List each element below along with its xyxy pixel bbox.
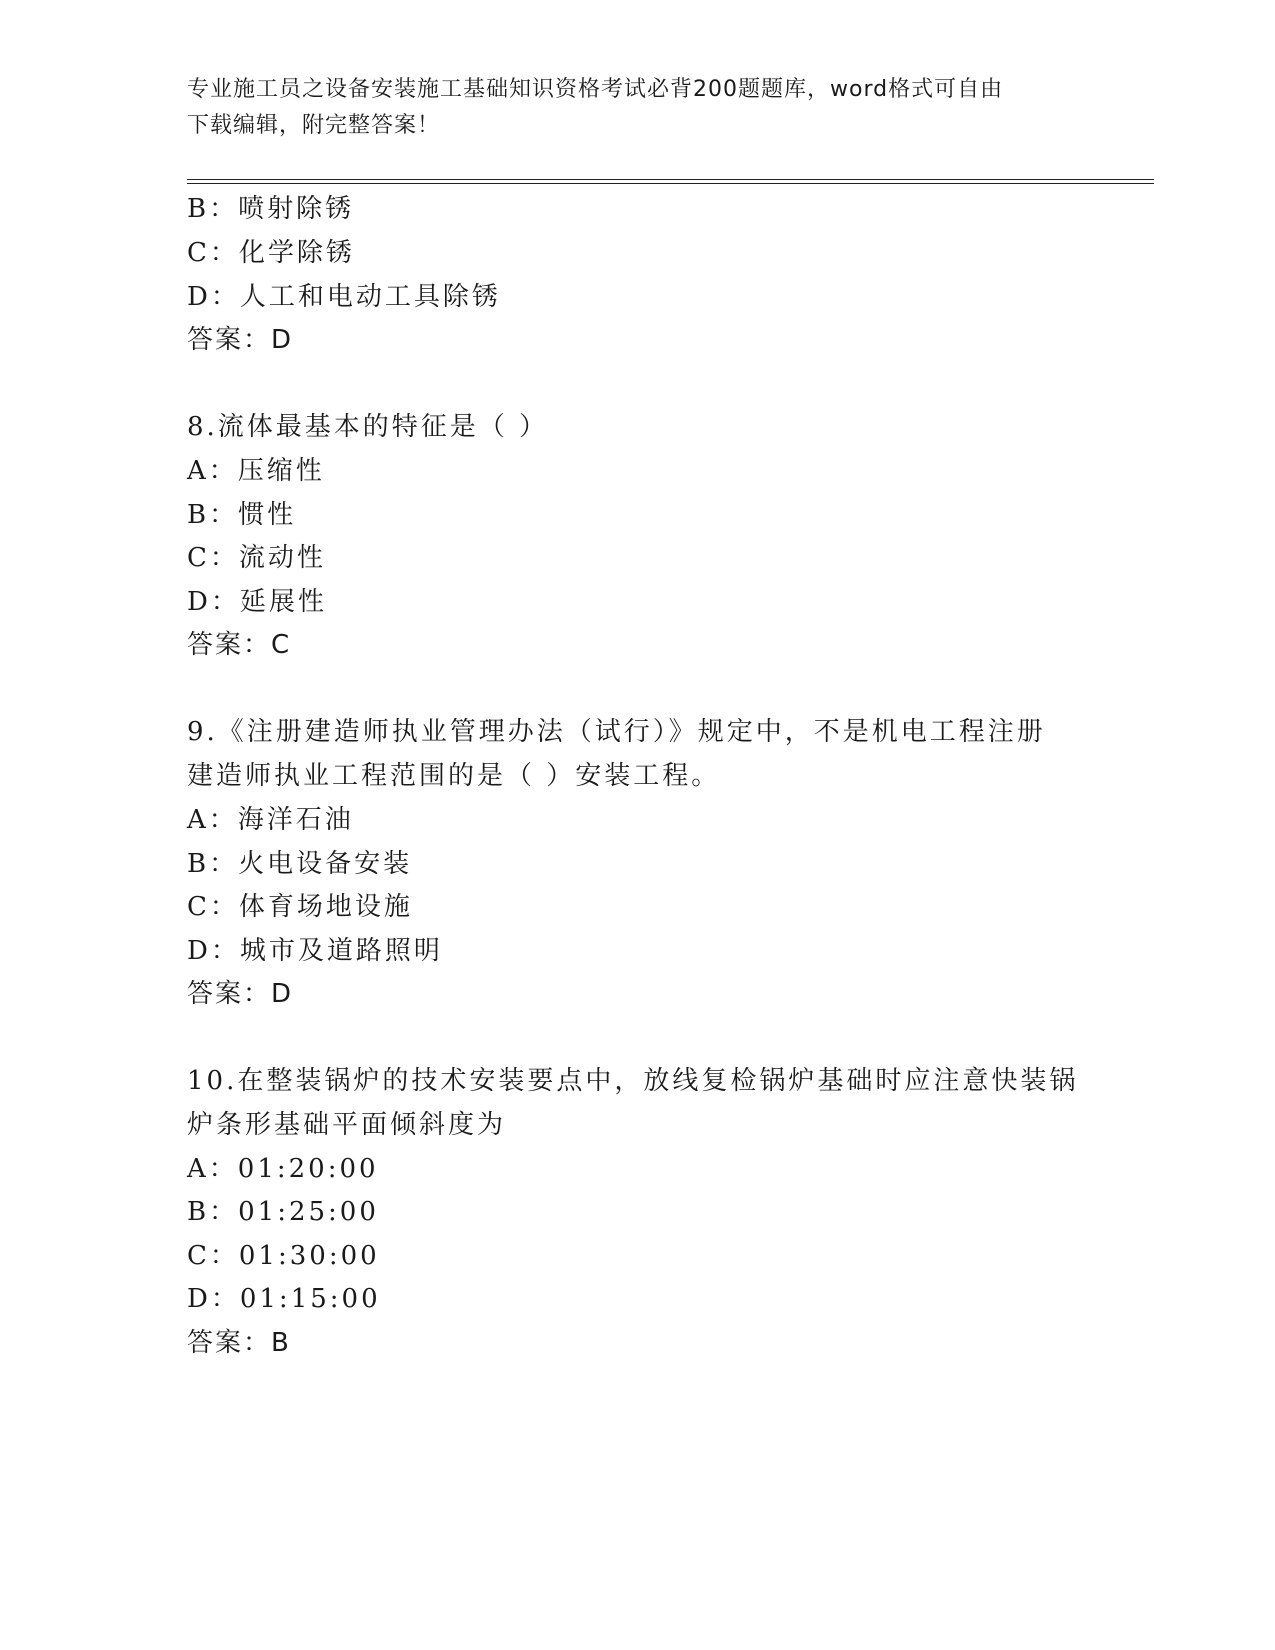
- answer-value: D: [271, 979, 293, 1009]
- question-10-text-line-1: 10.在整装锅炉的技术安装要点中，放线复检锅炉基础时应注意快装锅: [187, 1066, 1079, 1096]
- answer-value: C: [271, 630, 291, 660]
- question-8-answer: [187, 627, 290, 663]
- answer-line: [187, 322, 292, 358]
- question-9-answer: [187, 976, 292, 1012]
- question-9-option-d: D：城市及道路照明: [187, 936, 443, 966]
- question-10-answer: [187, 1325, 290, 1361]
- question-10-option-b: B：01:25:00: [187, 1197, 379, 1227]
- answer-label: 答案：: [187, 630, 272, 660]
- answer-label: 答案：: [187, 1328, 272, 1358]
- header-line-2: 下载编辑，附完整答案！: [187, 113, 441, 138]
- question-8-option-d: D：延展性: [187, 587, 327, 617]
- question-9-text-line-2: 建造师执业工程范围的是（ ）安装工程。: [187, 761, 721, 791]
- question-8-option-a: A：压缩性: [187, 456, 325, 486]
- question-10-option-d: D：01:15:00: [187, 1284, 381, 1314]
- question-8-option-b: B：惯性: [187, 500, 297, 530]
- header-divider: [187, 179, 1154, 184]
- option-d: D：人工和电动工具除锈: [187, 282, 501, 312]
- answer-label: 答案：: [187, 979, 272, 1009]
- header-line-1: 专业施工员之设备安装施工基础知识资格考试必背200题题库，word格式可自由: [187, 77, 1004, 102]
- option-b: B：喷射除锈: [187, 194, 355, 224]
- question-9-option-a: A：海洋石油: [187, 805, 354, 835]
- question-8-option-c: C：流动性: [187, 543, 326, 573]
- question-9-text-line-1: 9.《注册建造师执业管理办法（试行）》规定中，不是机电工程注册: [187, 717, 1046, 747]
- question-9-option-b: B：火电设备安装: [187, 849, 413, 879]
- question-10-text-line-2: 炉条形基础平面倾斜度为: [187, 1110, 507, 1140]
- answer-label: 答案：: [187, 325, 272, 355]
- option-c: C：化学除锈: [187, 238, 355, 268]
- question-8-text: 8.流体最基本的特征是（ ）: [187, 412, 549, 442]
- question-10-option-c: C：01:30:00: [187, 1241, 380, 1271]
- answer-value: D: [271, 325, 293, 355]
- question-10-option-a: A：01:20:00: [187, 1154, 379, 1184]
- document-header: [187, 72, 1087, 144]
- answer-value: B: [271, 1328, 290, 1358]
- question-9-option-c: C：体育场地设施: [187, 892, 413, 922]
